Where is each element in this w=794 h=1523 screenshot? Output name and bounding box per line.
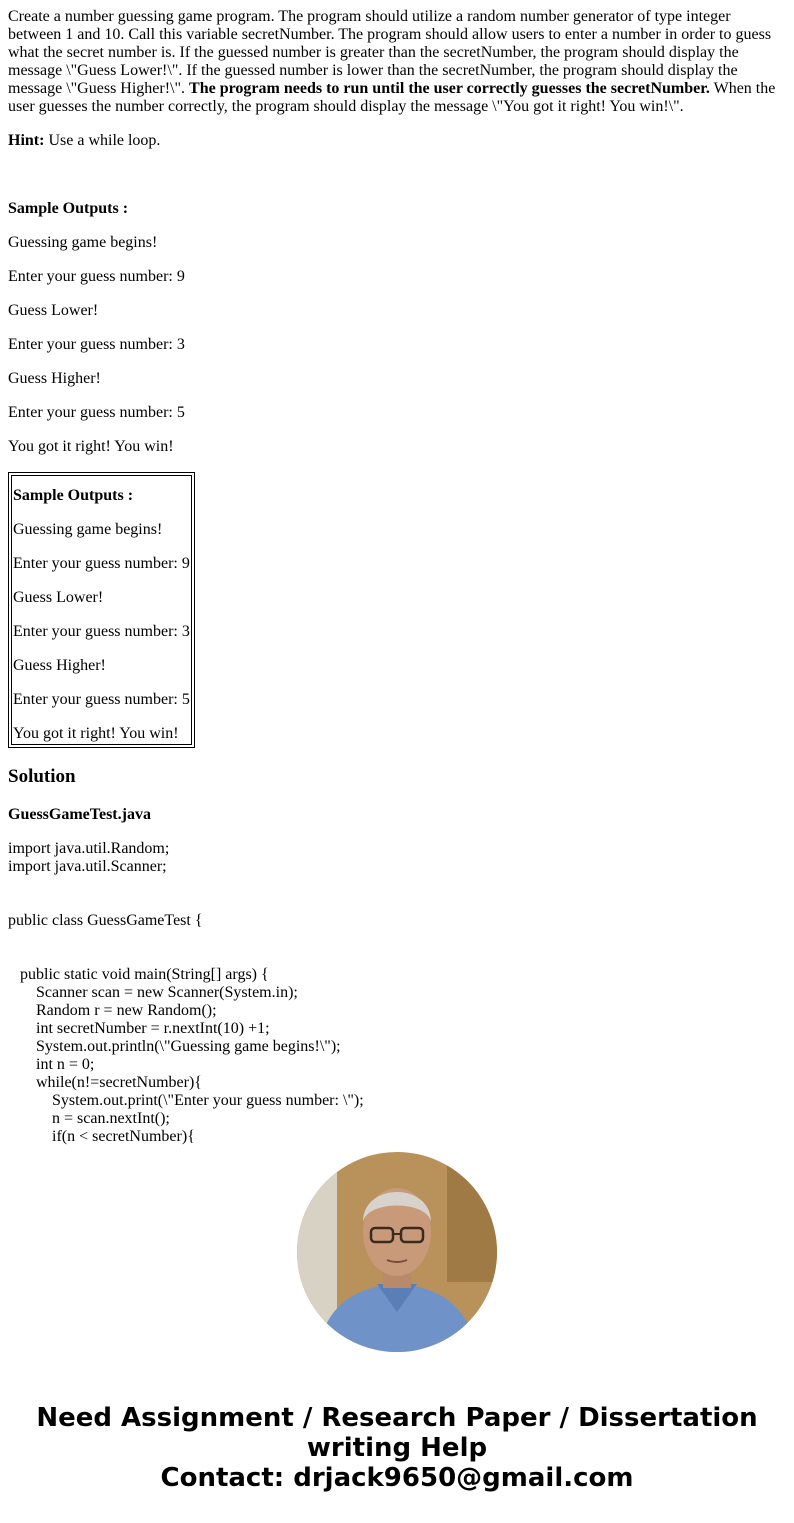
sample-outputs-table-heading: Sample Outputs : <box>13 487 134 504</box>
document-content <box>8 8 786 1147</box>
question-intro: Create a number guessing game program. The program should utilize a random number generator of type integer between 1 and 10. Call this variable secretNumber. The program should allow users to enter a number in order to guess what the secret number is. If the guessed number is greater than the secretNumber, the program should display the message \"Guess Lower!\". If the guessed number is lower than the secretNumber, the program should display the message \"Guess Higher!\". <box>8 8 772 97</box>
sample-line: Guess Lower! <box>8 302 99 319</box>
sample-outputs-table <box>8 472 195 748</box>
hint-text: Use a while loop. <box>44 132 161 149</box>
portrait-door <box>447 1162 497 1282</box>
sample-table-line: Guess Lower! <box>13 589 104 606</box>
sample-line: Enter your guess number: 9 <box>8 268 185 285</box>
sample-line: Guessing game begins! <box>8 234 158 251</box>
solution-heading: Solution <box>8 766 76 787</box>
author-portrait-image <box>297 1152 497 1352</box>
sample-line: Guess Higher! <box>8 370 101 387</box>
contact-footer <box>0 1403 794 1493</box>
sample-line: Enter your guess number: 5 <box>8 404 185 421</box>
sample-table-line: Enter your guess number: 9 <box>13 555 190 572</box>
sample-line: You got it right! You win! <box>8 438 174 455</box>
author-avatar <box>297 1152 497 1352</box>
solution-code-window <box>8 806 786 1147</box>
sample-outputs-heading: Sample Outputs : <box>8 200 129 217</box>
question-bold-requirement: The program needs to run until the user correctly guesses the secretNumber. <box>189 80 710 97</box>
hint-label: Hint: <box>8 132 45 149</box>
sample-table-line: Enter your guess number: 3 <box>13 623 190 640</box>
sample-table-line: Guess Higher! <box>13 657 106 674</box>
spacer <box>8 166 786 184</box>
sample-outputs-plain <box>8 200 786 456</box>
sample-table-line: Guessing game begins! <box>13 521 163 538</box>
footer-contact-line: Contact: drjack9650@gmail.com <box>160 1463 634 1493</box>
sample-table-line: You got it right! You win! <box>13 725 179 742</box>
question-paragraph <box>8 8 786 116</box>
sample-outputs-cell <box>11 475 192 745</box>
footer-line-2: writing Help <box>306 1433 488 1463</box>
solution-code: import java.util.Random; import java.util.Scanner; public class GuessGameTest { public static void main(String[] args) { Scanner scan = new Scanner(System.in); Random r = new Random(); int secretNumber = r.nextInt(10) +1; System.out.println(\"Guessing game begins!\"); int n = 0; while(n!=secretNumber){ System.out.print(\"Enter your guess number: \"); n = scan.nextInt(); if(n < secretNumber){ <box>8 840 364 1145</box>
solution-filename: GuessGameTest.java <box>8 806 151 823</box>
question-outro: When the user guesses the number correctly, the program should display the message \"You got it right! You win!\". <box>8 80 776 115</box>
hint-paragraph <box>8 132 786 150</box>
sample-line: Enter your guess number: 3 <box>8 336 185 353</box>
sample-table-line: Enter your guess number: 5 <box>13 691 190 708</box>
footer-line-1: Need Assignment / Research Paper / Dissertation <box>36 1403 758 1433</box>
